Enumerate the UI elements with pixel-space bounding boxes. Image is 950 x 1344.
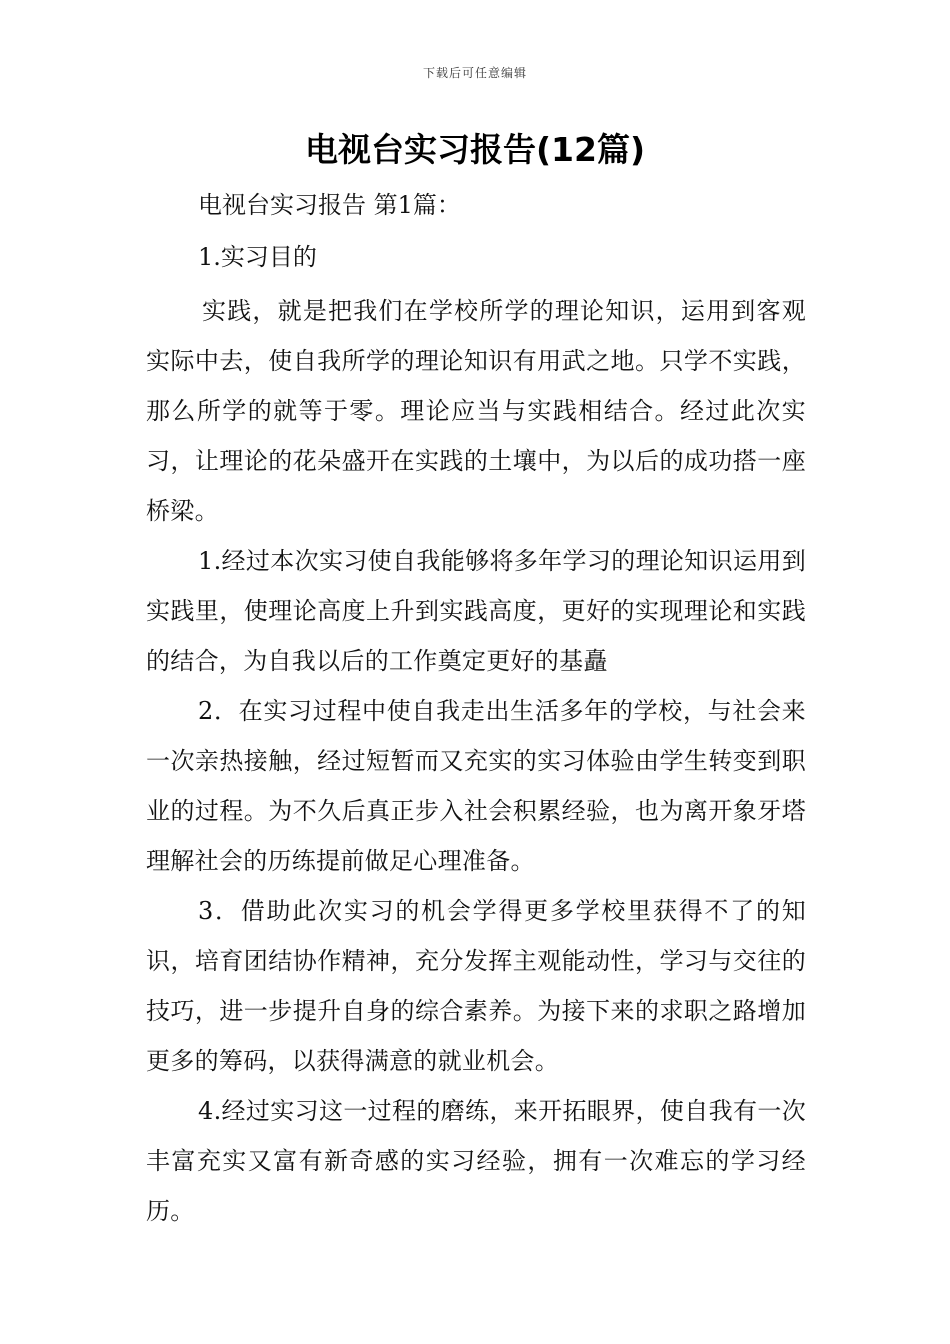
subheading: 1.实习目的: [198, 243, 317, 271]
paragraph-2: 1.经过本次实习使自我能够将多年学习的理论知识运用到实践里，使理论高度上升到实践高度，更好的实现理论和实践的结合，为自我以后的工作奠定更好的基矗: [146, 547, 806, 675]
paragraph-5: 4.经过实习这一过程的磨练，来开拓眼界，使自我有一次丰富充实又富有新奇感的实习经验，拥有一次难忘的学习经历。: [146, 1097, 806, 1225]
document-title: 电视台实习报告(12篇): [304, 130, 646, 169]
header-note: 下载后可任意编辑: [422, 66, 527, 80]
document-body: [146, 180, 806, 1236]
paragraph-4: 3．借助此次实习的机会学得更多学校里获得不了的知识，培育团结协作精神，充分发挥主观能动性，学习与交往的技巧，进一步提升自身的综合素养。为接下来的求职之路增加更多的筹码，以获得满意的就业机会。: [146, 897, 806, 1075]
section-heading: 电视台实习报告 第1篇：: [198, 191, 461, 219]
paragraph-1: 实践，就是把我们在学校所学的理论知识，运用到客观实际中去，使自我所学的理论知识有用武之地。只学不实践，那么所学的就等于零。理论应当与实践相结合。经过此次实习，让理论的花朵盛开在实践的土壤中，为以后的成功搭一座桥梁。: [146, 297, 806, 525]
paragraph-3: 2．在实习过程中使自我走出生活多年的学校，与社会来一次亲热接触，经过短暂而又充实的实习体验由学生转变到职业的过程。为不久后真正步入社会积累经验，也为离开象牙塔理解社会的历练提前做足心理准备。: [146, 697, 806, 875]
